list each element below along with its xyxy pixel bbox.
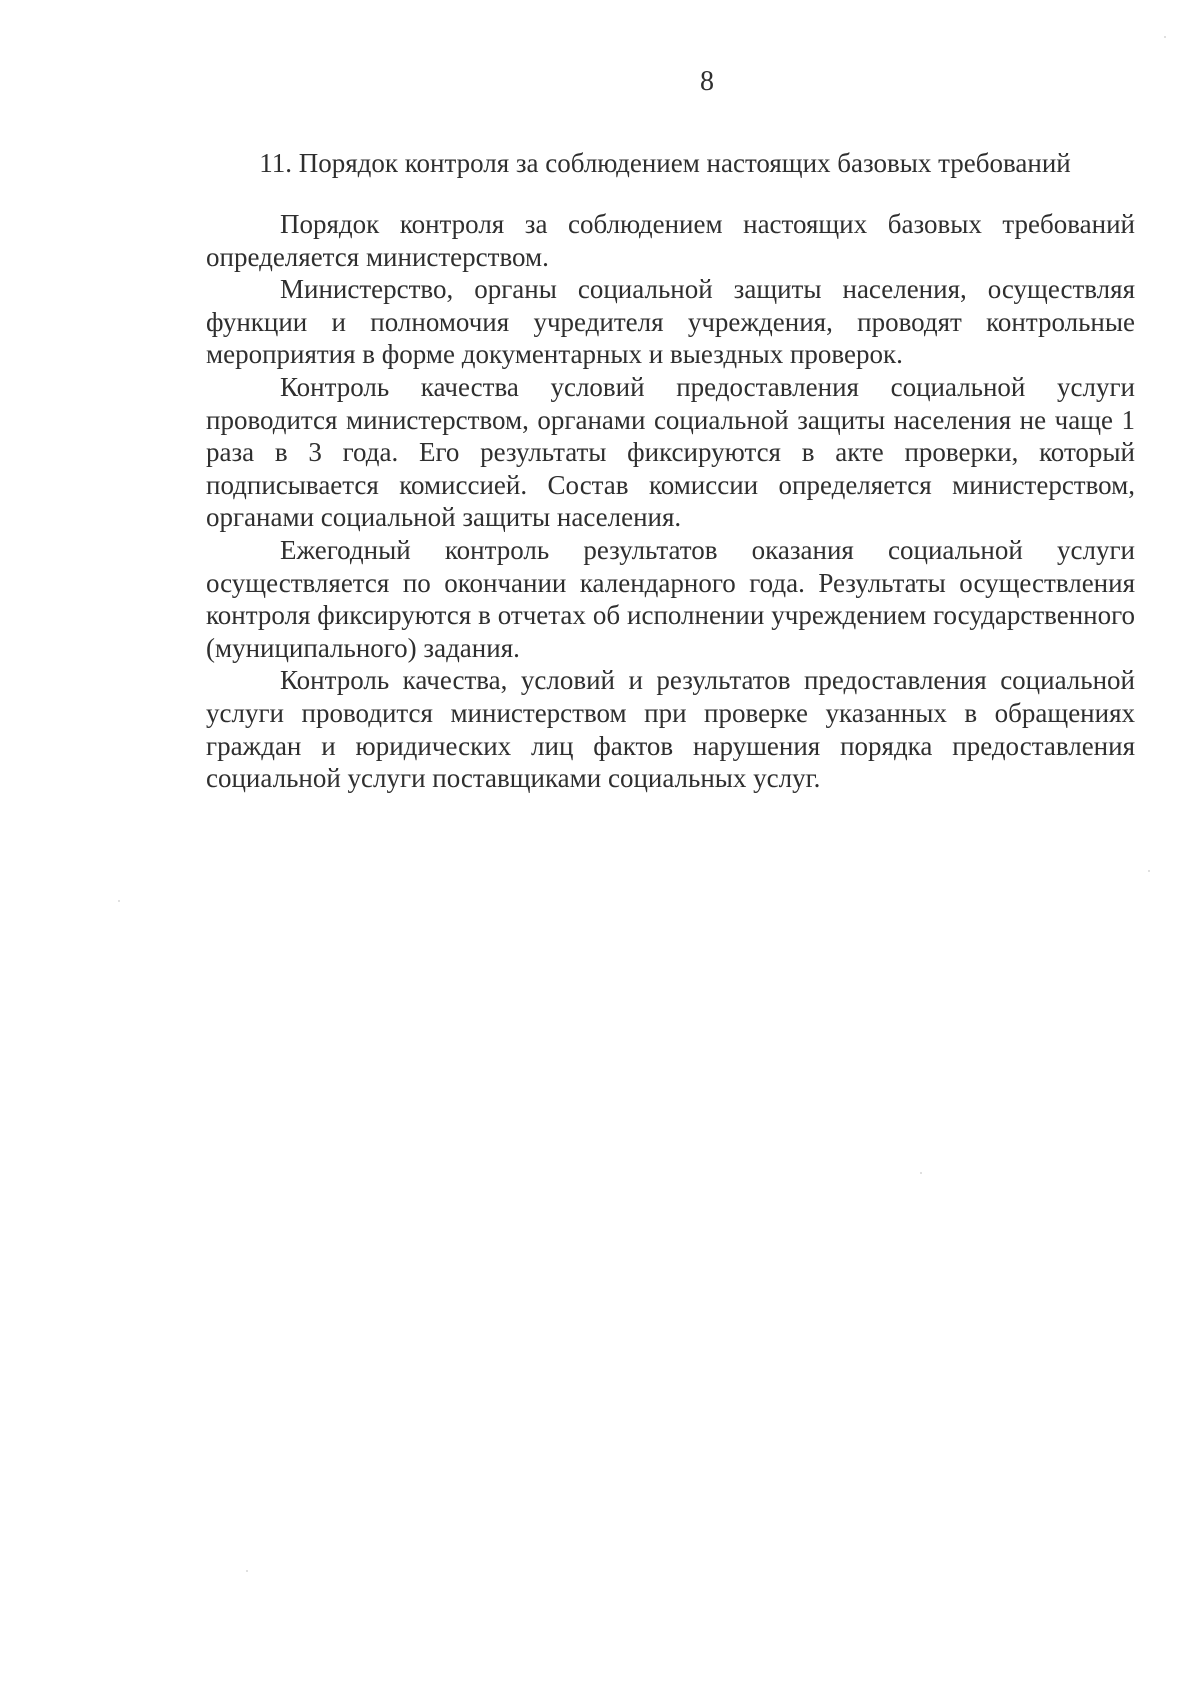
page-number: 8 <box>700 66 714 97</box>
scan-speck <box>118 900 120 902</box>
scan-speck <box>246 1570 248 1572</box>
paragraph: Контроль качества, условий и результатов предоставления социальной услуги проводится министерством при проверке указанных в обращениях граждан и юридических лиц фактов нарушения порядка предоставления социальной услуги поставщиками социальных услуг. <box>206 665 1135 794</box>
paragraph: Порядок контроля за соблюдением настоящих базовых требований определяется министерством. <box>206 209 1135 272</box>
scan-speck <box>1164 36 1166 38</box>
paragraph: Министерство, органы социальной защиты населения, осуществляя функции и полномочия учредителя учреждения, проводят контрольные мероприятия в форме документарных и выездных проверок. <box>206 274 1135 370</box>
paragraph: Ежегодный контроль результатов оказания социальной услуги осуществляется по окончании календарного года. Результаты осуществления контроля фиксируются в отчетах об исполнении учреждением государственного (муниципального) задания. <box>206 534 1135 663</box>
scan-speck <box>920 1172 922 1174</box>
document-body <box>206 208 1135 795</box>
paragraph: Контроль качества условий предоставления социальной услуги проводится министерством, органами социальной защиты населения не чаще 1 раза в 3 года. Его результаты фиксируются в акте проверки, который подписывается комиссией. Состав комиссии определяется министерством, органами социальной защиты населения. <box>206 371 1135 533</box>
scan-speck <box>1148 870 1150 872</box>
section-title: 11. Порядок контроля за соблюдением настоящих базовых требований <box>259 148 1071 178</box>
